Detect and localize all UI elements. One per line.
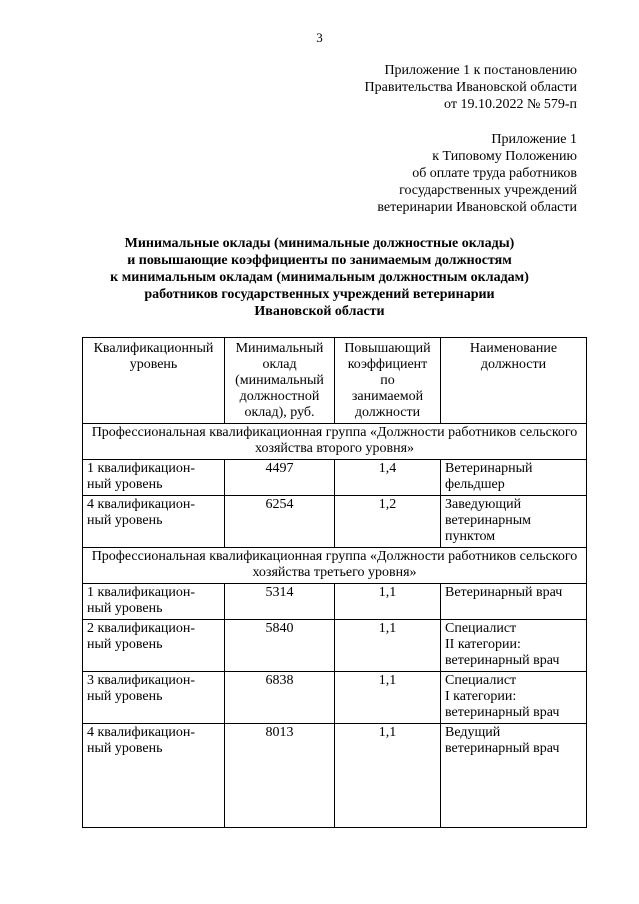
column-header-position: Наименование должности <box>441 338 587 424</box>
cell-coefficient: 1,1 <box>335 672 441 724</box>
cell-position: Специалист I категории: ветеринарный врач <box>441 672 587 724</box>
group-title: Профессиональная квалификационная группа «Должности работников сельского хозяйства второго уровня» <box>83 424 587 460</box>
typical-header-line: об оплате труда работников <box>412 166 577 181</box>
column-header-coefficient: Повышающий коэффициент по занимаемой должности <box>335 338 441 424</box>
cell-level: 2 квалификацион- ный уровень <box>83 620 225 672</box>
cell-salary: 6254 <box>225 496 335 548</box>
group-title: Профессиональная квалификационная группа «Должности работников сельского хозяйства третьего уровня» <box>83 548 587 584</box>
typical-regulation-header <box>377 131 577 216</box>
title-line: Ивановской области <box>254 304 385 319</box>
cell-position: Ведущий ветеринарный врач <box>441 724 587 828</box>
typical-header-line: государственных учреждений <box>399 183 577 198</box>
cell-coefficient: 1,1 <box>335 724 441 828</box>
cell-position: Ветеринарный фельдшер <box>441 460 587 496</box>
table-row <box>83 460 587 496</box>
cell-level: 3 квалификацион- ный уровень <box>83 672 225 724</box>
annex-header-line: Правительства Ивановской области <box>364 80 577 95</box>
table-row <box>83 496 587 548</box>
cell-level: 4 квалификацион- ный уровень <box>83 496 225 548</box>
title-line: Минимальные оклады (минимальные должностные оклады) <box>124 236 515 251</box>
typical-header-line: ветеринарии Ивановской области <box>377 200 577 215</box>
typical-header-line: Приложение 1 <box>491 132 577 147</box>
cell-coefficient: 1,2 <box>335 496 441 548</box>
title-line: работников государственных учреждений ветеринарии <box>144 287 495 302</box>
cell-salary: 5314 <box>225 584 335 620</box>
cell-position: Специалист II категории: ветеринарный врач <box>441 620 587 672</box>
cell-level: 4 квалификацион- ный уровень <box>83 724 225 828</box>
column-header-salary: Минимальный оклад (минимальный должностной оклад), руб. <box>225 338 335 424</box>
title-line: и повышающие коэффициенты по занимаемым должностям <box>127 253 512 268</box>
annex-header <box>365 62 577 113</box>
cell-salary: 6838 <box>225 672 335 724</box>
cell-level: 1 квалификацион- ный уровень <box>83 584 225 620</box>
cell-salary: 8013 <box>225 724 335 828</box>
cell-position: Ветеринарный врач <box>441 584 587 620</box>
annex-header-line: от 19.10.2022 № 579-п <box>444 97 577 112</box>
cell-level: 1 квалификацион- ный уровень <box>83 460 225 496</box>
cell-coefficient: 1,1 <box>335 584 441 620</box>
page-number: 3 <box>316 30 323 45</box>
cell-coefficient: 1,1 <box>335 620 441 672</box>
typical-header-line: к Типовому Положению <box>432 149 577 164</box>
document-title <box>0 235 639 320</box>
table-row <box>83 672 587 724</box>
table-row <box>83 620 587 672</box>
annex-header-line: Приложение 1 к постановлению <box>384 63 577 78</box>
cell-coefficient: 1,4 <box>335 460 441 496</box>
column-header-level: Квалификационный уровень <box>83 338 225 424</box>
table-row <box>83 584 587 620</box>
salary-table <box>82 337 587 828</box>
cell-salary: 5840 <box>225 620 335 672</box>
table-row <box>83 724 587 828</box>
cell-position: Заведующий ветеринарным пунктом <box>441 496 587 548</box>
title-line: к минимальным окладам (минимальным должностным окладам) <box>110 270 529 285</box>
cell-salary: 4497 <box>225 460 335 496</box>
